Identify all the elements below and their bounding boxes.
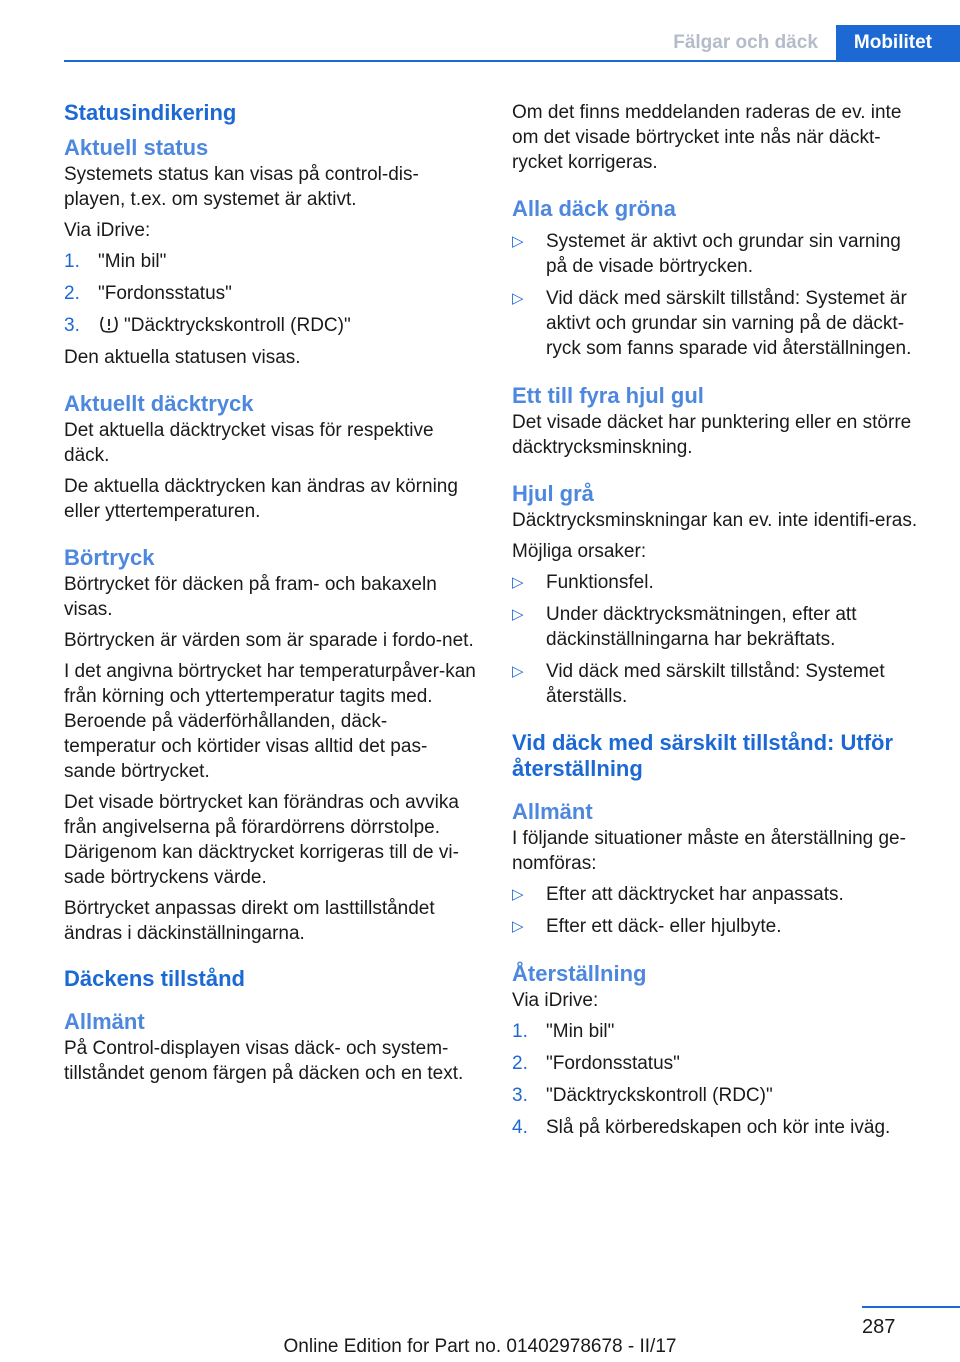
paragraph: Via iDrive: bbox=[512, 990, 599, 1011]
paragraph: Det visade däcket har punktering eller en större däcktrycksminskning. bbox=[512, 412, 912, 458]
list-item bbox=[512, 1051, 926, 1076]
paragraph: Den aktuella statusen visas. bbox=[64, 347, 301, 368]
list-item bbox=[512, 1115, 926, 1140]
heading-grey: Hjul grå bbox=[512, 481, 594, 506]
tab-chapter[interactable]: Mobilitet bbox=[836, 25, 960, 61]
list-item-text: Vid däck med särskilt tillstånd: Systemet återställs. bbox=[546, 661, 885, 707]
left-column bbox=[64, 100, 478, 1092]
step-number: 2. bbox=[512, 1053, 528, 1074]
step-text: "Min bil" bbox=[98, 251, 167, 272]
heading-general: Allmänt bbox=[512, 799, 593, 824]
heading-tire-condition: Däckens tillstånd bbox=[64, 966, 245, 991]
list-item bbox=[512, 229, 926, 279]
tire-pressure-warning-icon bbox=[98, 314, 120, 334]
paragraph: Däcktrycksminskningar kan ev. inte identifi-eras. bbox=[512, 510, 918, 531]
reset-steps bbox=[512, 1019, 926, 1140]
triangle-bullet-icon: ▷ bbox=[512, 290, 524, 307]
list-item bbox=[64, 281, 478, 306]
paragraph: Via iDrive: bbox=[64, 220, 151, 241]
header-rule bbox=[64, 60, 960, 62]
paragraph: De aktuella däcktrycken kan ändras av körning eller yttertemperaturen. bbox=[64, 476, 458, 522]
paragraph: Börtrycken är värden som är sparade i fordo-net. bbox=[64, 630, 474, 651]
list-item bbox=[64, 313, 478, 338]
triangle-bullet-icon: ▷ bbox=[512, 663, 524, 680]
heading-all-green: Alla däck gröna bbox=[512, 196, 676, 221]
heading-restore: Återställning bbox=[512, 961, 647, 986]
list-item bbox=[512, 1083, 926, 1108]
triangle-bullet-icon: ▷ bbox=[512, 918, 524, 935]
heading-reset-special: Vid däck med särskilt tillstånd: Utför återställning bbox=[512, 730, 894, 781]
list-item bbox=[512, 286, 926, 361]
list-item bbox=[512, 914, 926, 939]
heading-yellow: Ett till fyra hjul gul bbox=[512, 383, 704, 408]
green-list bbox=[512, 229, 926, 361]
step-text: "Min bil" bbox=[546, 1021, 615, 1042]
list-item bbox=[512, 882, 926, 907]
list-item bbox=[64, 249, 478, 274]
triangle-bullet-icon: ▷ bbox=[512, 574, 524, 591]
list-item-text: Funktionsfel. bbox=[546, 572, 654, 593]
header-tabs bbox=[655, 25, 960, 61]
step-text: Slå på körberedskapen och kör inte iväg. bbox=[546, 1117, 891, 1138]
reset-list bbox=[512, 882, 926, 939]
paragraph: I följande situationer måste en återställning ge-nomföras: bbox=[512, 828, 906, 874]
paragraph: Om det finns meddelanden raderas de ev. inte om det visade börtrycket inte nås när däckt-rycket korrigeras. bbox=[512, 102, 902, 173]
triangle-bullet-icon: ▷ bbox=[512, 886, 524, 903]
list-item bbox=[512, 602, 926, 652]
right-column bbox=[512, 100, 926, 1147]
list-item-text: Vid däck med särskilt tillstånd: Systemet är aktivt och grundar sin varning på de däckt-ryck som fanns sparade vid återställningen. bbox=[546, 288, 912, 359]
grey-list bbox=[512, 570, 926, 709]
paragraph: I det angivna börtrycket har temperaturpåver-kan från körning och yttertemperatur tagits med. Beroende på väderförhållanden, däck-temperatur och körtider visas alltid det pas-sande börtrycket. bbox=[64, 661, 476, 782]
step-number: 3. bbox=[512, 1085, 528, 1106]
paragraph: På Control-displayen visas däck- och system-tillståndet genom färgen på däcken och en text. bbox=[64, 1038, 464, 1084]
edition-line: Online Edition for Part no. 01402978678 - II/17 bbox=[283, 1336, 677, 1357]
heading-current-pressure: Aktuellt däcktryck bbox=[64, 391, 254, 416]
list-item-text: Efter att däcktrycket har anpassats. bbox=[546, 884, 844, 905]
triangle-bullet-icon: ▷ bbox=[512, 606, 524, 623]
step-number: 1. bbox=[64, 251, 80, 272]
heading-target-pressure: Börtryck bbox=[64, 545, 155, 570]
paragraph: Möjliga orsaker: bbox=[512, 541, 647, 562]
tab-section[interactable]: Fälgar och däck bbox=[655, 25, 836, 61]
paragraph: Det aktuella däcktrycket visas för respektive däck. bbox=[64, 420, 434, 466]
list-item bbox=[512, 570, 926, 595]
page-number: 287 bbox=[862, 1316, 896, 1338]
list-item-text: Efter ett däck- eller hjulbyte. bbox=[546, 916, 782, 937]
list-item bbox=[512, 1019, 926, 1044]
paragraph: Börtrycket anpassas direkt om lasttillståndet ändras i däckinställningarna. bbox=[64, 898, 435, 944]
step-text: "Däcktryckskontroll (RDC)" bbox=[124, 315, 351, 336]
paragraph: Det visade börtrycket kan förändras och avvika från angivelserna på förardörrens dörrstolpe. Därigenom kan däcktrycket korrigeras till de vi-sade börtryckens värde. bbox=[64, 792, 459, 888]
paragraph: Börtrycket för däcken på fram- och bakaxeln visas. bbox=[64, 574, 437, 620]
step-number: 1. bbox=[512, 1021, 528, 1042]
step-text: "Fordonsstatus" bbox=[546, 1053, 680, 1074]
list-item-text: Systemet är aktivt och grundar sin varning på de visade börtrycken. bbox=[546, 231, 901, 277]
step-number: 3. bbox=[64, 315, 80, 336]
footer-rule bbox=[862, 1306, 960, 1308]
heading-status: Statusindikering bbox=[64, 100, 237, 125]
list-item-text: Under däcktrycksmätningen, efter att däckinställningarna har bekräftats. bbox=[546, 604, 857, 650]
triangle-bullet-icon: ▷ bbox=[512, 233, 524, 250]
heading-current-status: Aktuell status bbox=[64, 135, 209, 160]
idrive-steps bbox=[64, 249, 478, 338]
heading-general: Allmänt bbox=[64, 1009, 145, 1034]
step-text: "Fordonsstatus" bbox=[98, 283, 232, 304]
step-number: 4. bbox=[512, 1117, 528, 1138]
list-item bbox=[512, 659, 926, 709]
step-number: 2. bbox=[64, 283, 80, 304]
paragraph: Systemets status kan visas på control-dis-playen, t.ex. om systemet är aktivt. bbox=[64, 164, 419, 210]
step-text: "Däcktryckskontroll (RDC)" bbox=[546, 1085, 773, 1106]
